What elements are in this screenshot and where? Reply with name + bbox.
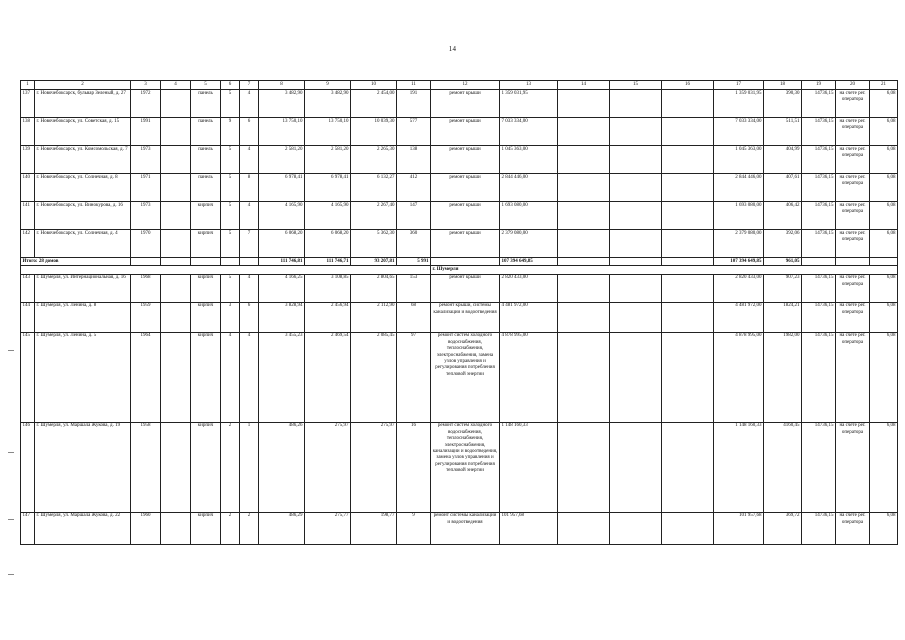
empty-cell	[131, 258, 161, 266]
row-number: 138	[21, 118, 35, 146]
cost-cell: 2 844 446,00	[500, 174, 558, 202]
empty-cell	[161, 202, 191, 230]
limit-cell: 14736,15	[802, 118, 836, 146]
column-number: 21	[870, 81, 898, 90]
area-living-cell: 2 581,20	[305, 146, 351, 174]
area-total-cell: 486,26	[259, 422, 305, 512]
account-cell: на счете рег. оператора	[836, 302, 870, 332]
empty-cell	[558, 422, 610, 512]
residents-cell: 97	[397, 332, 431, 422]
column-number: 15	[610, 81, 662, 90]
empty-cell	[161, 230, 191, 258]
empty-cell	[662, 332, 714, 422]
year-cell: 1958	[131, 422, 161, 512]
row-number: 146	[21, 422, 35, 512]
account-cell: на счете рег. оператора	[836, 146, 870, 174]
empty-cell	[610, 174, 662, 202]
column-number: 19	[802, 81, 836, 90]
empty-cell	[610, 202, 662, 230]
empty-cell	[161, 332, 191, 422]
unit-cost-cell: 4160,45	[764, 422, 802, 512]
empty-cell	[870, 258, 898, 266]
residents-cell: 9	[397, 512, 431, 544]
unit-cost-cell: 390,30	[764, 90, 802, 118]
material-cell: кирпич	[191, 332, 221, 422]
account-cell: на счете рег. оператора	[836, 118, 870, 146]
floors-cell: 5	[221, 274, 240, 302]
area-cell: 2 804,65	[351, 274, 397, 302]
material-cell: кирпич	[191, 274, 221, 302]
city-header-row	[21, 266, 898, 274]
table-row	[21, 302, 898, 332]
empty-cell	[558, 174, 610, 202]
floors-cell: 5	[221, 146, 240, 174]
column-number: 6	[221, 81, 240, 90]
empty-cell	[662, 230, 714, 258]
column-number: 18	[764, 81, 802, 90]
total-area-living: 111 746,71	[305, 258, 351, 266]
table-row	[21, 422, 898, 512]
entrances-cell: 6	[240, 302, 259, 332]
table-row	[21, 332, 898, 422]
total-row	[21, 258, 898, 266]
area-living-cell: 3 108,85	[305, 274, 351, 302]
row-number: 137	[21, 90, 35, 118]
area-living-cell: 2 456,94	[305, 302, 351, 332]
floors-cell: 2	[221, 422, 240, 512]
cost-cell: 1 693 080,00	[500, 202, 558, 230]
table-row	[21, 146, 898, 174]
row-number: 145	[21, 332, 35, 422]
unit-cost-cell: 1824,21	[764, 302, 802, 332]
entrances-cell: 4	[240, 202, 259, 230]
empty-cell	[558, 118, 610, 146]
material-cell: кирпич	[191, 422, 221, 512]
empty-cell	[610, 146, 662, 174]
empty-cell	[558, 512, 610, 544]
year-cell: 1972	[131, 90, 161, 118]
empty-cell	[558, 146, 610, 174]
column-number: 3	[131, 81, 161, 90]
empty-cell	[610, 90, 662, 118]
address-cell: г. Шумерля, ул. Маршала Жукова, д. 22	[35, 512, 131, 544]
account-cell: на счете рег. оператора	[836, 230, 870, 258]
empty-cell	[21, 266, 431, 274]
area-living-cell: 4 165,90	[305, 202, 351, 230]
empty-cell	[662, 202, 714, 230]
empty-cell	[610, 258, 662, 266]
cost-total-cell: 7 033 334,00	[714, 118, 764, 146]
area-cell: 275,97	[351, 422, 397, 512]
material-cell: кирпич	[191, 230, 221, 258]
empty-cell	[610, 274, 662, 302]
empty-cell	[161, 512, 191, 544]
table-row	[21, 512, 898, 544]
empty-cell	[161, 258, 191, 266]
address-cell: г. Новочебоксарск, ул. Комсомольская, д. 7	[35, 146, 131, 174]
address-cell: г. Шумерля, ул. Маршала Жукова, д. 19	[35, 422, 131, 512]
column-number: 17	[714, 81, 764, 90]
residents-cell: 577	[397, 118, 431, 146]
row-number: 144	[21, 302, 35, 332]
empty-cell	[161, 90, 191, 118]
repair-program-table	[20, 80, 898, 545]
column-number: 11	[397, 81, 431, 90]
entrances-cell: 8	[240, 174, 259, 202]
area-total-cell: 486,29	[259, 512, 305, 544]
cost-total-cell: 101 957,68	[714, 512, 764, 544]
year-cell: 1968	[131, 274, 161, 302]
table-row	[21, 90, 898, 118]
area-cell: 5 362,30	[351, 230, 397, 258]
column-number-row	[21, 81, 898, 90]
empty-cell	[558, 202, 610, 230]
area-living-cell: 13 750,10	[305, 118, 351, 146]
total-area-total: 111 746,81	[259, 258, 305, 266]
scan-mark	[8, 451, 14, 453]
address-cell: г. Новочебоксарск, ул. Винокурова, д. 16	[35, 202, 131, 230]
residents-cell: 138	[397, 146, 431, 174]
cost-total-cell: 1 148 160,33	[714, 422, 764, 512]
empty-cell	[662, 258, 714, 266]
empty-cell	[610, 332, 662, 422]
empty-cell	[558, 302, 610, 332]
account-cell: на счете рег. оператора	[836, 202, 870, 230]
empty-cell	[610, 230, 662, 258]
cost-total-cell: 1 359 031,95	[714, 90, 764, 118]
empty-cell	[161, 118, 191, 146]
floors-cell: 5	[221, 90, 240, 118]
address-cell: г. Новочебоксарск, бульвар Зеленый, д. 27	[35, 90, 131, 118]
empty-cell	[662, 274, 714, 302]
entrances-cell: 1	[240, 422, 259, 512]
scan-mark	[8, 573, 14, 575]
cost-cell: 2 820 433,00	[500, 274, 558, 302]
residents-cell: 147	[397, 202, 431, 230]
area-total-cell: 2 581,20	[259, 146, 305, 174]
cost-cell: 4 481 972,00	[500, 302, 558, 332]
area-total-cell: 3 828,94	[259, 302, 305, 332]
unit-cost-cell: 392,06	[764, 230, 802, 258]
account-cell: на счете рег. оператора	[836, 422, 870, 512]
column-number: 20	[836, 81, 870, 90]
unit-cost-cell: 407,61	[764, 174, 802, 202]
material-cell: кирпич	[191, 202, 221, 230]
floors-cell: 5	[221, 174, 240, 202]
material-cell: панель	[191, 146, 221, 174]
limit-cell: 14736,15	[802, 146, 836, 174]
empty-cell	[662, 146, 714, 174]
cost-cell: 4 878 995,00	[500, 332, 558, 422]
works-cell: ремонт систем холодного водоснабжения, теплоснабжения, электроснабжения, замена узлов управления и регулирования потребления тепловой энергии	[431, 332, 500, 422]
total-unit-cost: 961,05	[764, 258, 802, 266]
row-number: 141	[21, 202, 35, 230]
empty-cell	[802, 258, 836, 266]
page-number: 14	[448, 45, 457, 53]
city-header: г. Шумерля	[431, 266, 898, 274]
area-living-cell: 3 482,90	[305, 90, 351, 118]
column-number: 12	[431, 81, 500, 90]
works-cell: ремонт крыши	[431, 230, 500, 258]
unit-cost-cell: 406,42	[764, 202, 802, 230]
table-row	[21, 274, 898, 302]
entrances-cell: 4	[240, 146, 259, 174]
area-cell: 198,77	[351, 512, 397, 544]
empty-cell	[662, 302, 714, 332]
area-cell: 2 112,90	[351, 302, 397, 332]
cost-cell: 2 379 080,00	[500, 230, 558, 258]
address-cell: г. Новочебоксарск, ул. Советская, д. 15	[35, 118, 131, 146]
table-body	[21, 81, 898, 545]
area-cell: 2 267,40	[351, 202, 397, 230]
empty-cell	[161, 422, 191, 512]
year-cell: 1964	[131, 332, 161, 422]
floors-cell: 2	[221, 512, 240, 544]
residents-cell: 191	[397, 90, 431, 118]
area-living-cell: 275,97	[305, 422, 351, 512]
cost-total-cell: 4 481 972,00	[714, 302, 764, 332]
empty-cell	[558, 332, 610, 422]
material-cell: панель	[191, 90, 221, 118]
empty-cell	[161, 302, 191, 332]
limit-cell: 14736,15	[802, 202, 836, 230]
address-cell: г. Новочебоксарск, ул. Солнечная, д. 4	[35, 230, 131, 258]
cost-total-cell: 2 820 433,00	[714, 274, 764, 302]
cost-cell: 7 033 334,00	[500, 118, 558, 146]
entrances-cell: 4	[240, 332, 259, 422]
works-cell: ремонт крыши	[431, 174, 500, 202]
area-cell: 2 265,30	[351, 146, 397, 174]
works-cell: ремонт систем холодного водоснабжения, теплоснабжения, электроснабжения, канализации и водоотведения, замена узлов управления и регулирования потребления тепловой энергии	[431, 422, 500, 512]
area-total-cell: 4 166,25	[259, 274, 305, 302]
total-cost: 107 394 649,85	[500, 258, 558, 266]
empty-cell	[240, 258, 259, 266]
residents-cell: 16	[397, 422, 431, 512]
material-cell: панель	[191, 174, 221, 202]
row-number: 142	[21, 230, 35, 258]
account-cell: на счете рег. оператора	[836, 90, 870, 118]
residents-cell: 153	[397, 274, 431, 302]
column-number: 14	[558, 81, 610, 90]
row-number: 143	[21, 274, 35, 302]
empty-cell	[221, 258, 240, 266]
works-cell: ремонт системы канализации и водоотведения	[431, 512, 500, 544]
year-cell: 1973	[131, 202, 161, 230]
floors-cell: 5	[221, 230, 240, 258]
entrances-cell: 2	[240, 512, 259, 544]
limit-cell: 14736,15	[802, 302, 836, 332]
account-cell: на счете рег. оператора	[836, 332, 870, 422]
area-total-cell: 3 455,23	[259, 332, 305, 422]
cost-total-cell: 4 878 995,00	[714, 332, 764, 422]
empty-cell	[610, 422, 662, 512]
area-cell: 2 085,45	[351, 332, 397, 422]
address-cell: г. Шумерля, ул. Интернациональная, д. 16	[35, 274, 131, 302]
empty-cell	[161, 274, 191, 302]
empty-cell	[161, 174, 191, 202]
total-residents: 5 991	[397, 258, 431, 266]
column-number: 8	[259, 81, 305, 90]
material-cell: панель	[191, 118, 221, 146]
column-number: 4	[161, 81, 191, 90]
cost-total-cell: 1 693 080,00	[714, 202, 764, 230]
entrances-cell: 7	[240, 230, 259, 258]
year-cell: 1959	[131, 302, 161, 332]
rate-cell: 6,08	[870, 274, 898, 302]
year-cell: 1960	[131, 512, 161, 544]
area-cell: 6 132,27	[351, 174, 397, 202]
floors-cell: 5	[221, 202, 240, 230]
row-number: 147	[21, 512, 35, 544]
cost-total-cell: 2 844 446,00	[714, 174, 764, 202]
column-number: 7	[240, 81, 259, 90]
material-cell: кирпич	[191, 302, 221, 332]
column-number: 1	[21, 81, 35, 90]
area-cell: 2 454,00	[351, 90, 397, 118]
year-cell: 1971	[131, 174, 161, 202]
table-row	[21, 174, 898, 202]
limit-cell: 14736,15	[802, 174, 836, 202]
empty-cell	[662, 174, 714, 202]
row-number: 139	[21, 146, 35, 174]
unit-cost-cell: 1982,00	[764, 332, 802, 422]
scan-mark	[8, 349, 14, 351]
limit-cell: 14736,15	[802, 230, 836, 258]
account-cell: на счете рег. оператора	[836, 512, 870, 544]
total-area-c10: 93 207,81	[351, 258, 397, 266]
account-cell: на счете рег. оператора	[836, 174, 870, 202]
table-row	[21, 230, 898, 258]
rate-cell: 6,08	[870, 174, 898, 202]
works-cell: ремонт крыши	[431, 202, 500, 230]
column-number: 16	[662, 81, 714, 90]
rate-cell: 6,08	[870, 302, 898, 332]
cost-total-cell: 1 045 363,00	[714, 146, 764, 174]
entrances-cell: 6	[240, 118, 259, 146]
empty-cell	[558, 230, 610, 258]
cost-cell: 1 045 363,00	[500, 146, 558, 174]
year-cell: 1991	[131, 118, 161, 146]
address-cell: г. Шумерля, ул. Ленина, д. 8	[35, 302, 131, 332]
column-number: 2	[35, 81, 131, 90]
area-total-cell: 6 978,41	[259, 174, 305, 202]
account-cell: на счете рег. оператора	[836, 274, 870, 302]
area-total-cell: 3 482,90	[259, 90, 305, 118]
works-cell: ремонт крыши, системы канализации и водоотведения	[431, 302, 500, 332]
empty-cell	[191, 258, 221, 266]
residents-cell: 360	[397, 230, 431, 258]
table-row	[21, 118, 898, 146]
area-total-cell: 6 068,20	[259, 230, 305, 258]
empty-cell	[610, 302, 662, 332]
empty-cell	[610, 118, 662, 146]
cost-cell: 1 359 031,95	[500, 90, 558, 118]
area-living-cell: 6 978,41	[305, 174, 351, 202]
area-living-cell: 2 469,54	[305, 332, 351, 422]
limit-cell: 14736,15	[802, 274, 836, 302]
limit-cell: 14736,15	[802, 90, 836, 118]
empty-cell	[662, 90, 714, 118]
total-cost2: 107 394 649,85	[714, 258, 764, 266]
year-cell: 1973	[131, 146, 161, 174]
empty-cell	[610, 512, 662, 544]
unit-cost-cell: 907,23	[764, 274, 802, 302]
area-living-cell: 275,77	[305, 512, 351, 544]
unit-cost-cell: 369,72	[764, 512, 802, 544]
works-cell: ремонт крыши	[431, 274, 500, 302]
works-cell: ремонт крыши	[431, 146, 500, 174]
rate-cell: 6,08	[870, 332, 898, 422]
year-cell: 1970	[131, 230, 161, 258]
table-row	[21, 202, 898, 230]
rate-cell: 6,08	[870, 202, 898, 230]
rate-cell: 6,08	[870, 230, 898, 258]
rate-cell: 6,08	[870, 118, 898, 146]
row-number: 140	[21, 174, 35, 202]
column-number: 9	[305, 81, 351, 90]
column-number: 10	[351, 81, 397, 90]
entrances-cell: 4	[240, 90, 259, 118]
empty-cell	[662, 422, 714, 512]
limit-cell: 14736,15	[802, 332, 836, 422]
material-cell: кирпич	[191, 512, 221, 544]
empty-cell	[161, 146, 191, 174]
works-cell: ремонт крыши	[431, 118, 500, 146]
column-number: 13	[500, 81, 558, 90]
empty-cell	[558, 274, 610, 302]
empty-cell	[431, 258, 500, 266]
area-cell: 10 039,30	[351, 118, 397, 146]
limit-cell: 14736,15	[802, 422, 836, 512]
residents-cell: 412	[397, 174, 431, 202]
rate-cell: 6,08	[870, 422, 898, 512]
unit-cost-cell: 404,99	[764, 146, 802, 174]
rate-cell: 6,08	[870, 512, 898, 544]
address-cell: г. Новочебоксарск, ул. Солнечная, д. 8	[35, 174, 131, 202]
cost-total-cell: 2 379 080,00	[714, 230, 764, 258]
area-total-cell: 4 165,90	[259, 202, 305, 230]
area-living-cell: 6 068,20	[305, 230, 351, 258]
entrances-cell: 4	[240, 274, 259, 302]
works-cell: ремонт крыши	[431, 90, 500, 118]
empty-cell	[558, 258, 610, 266]
floors-cell: 4	[221, 332, 240, 422]
floors-cell: 9	[221, 118, 240, 146]
residents-cell: 68	[397, 302, 431, 332]
empty-cell	[558, 90, 610, 118]
limit-cell: 14736,15	[802, 512, 836, 544]
area-total-cell: 13 750,10	[259, 118, 305, 146]
scan-mark	[8, 518, 14, 520]
empty-cell	[662, 118, 714, 146]
column-number: 5	[191, 81, 221, 90]
cost-cell: 101 957,68	[500, 512, 558, 544]
cost-cell: 1 148 160,33	[500, 422, 558, 512]
total-label: Итого: 28 домов	[21, 258, 131, 266]
address-cell: г. Шумерля, ул. Ленина, д. 5	[35, 332, 131, 422]
unit-cost-cell: 511,51	[764, 118, 802, 146]
floors-cell: 3	[221, 302, 240, 332]
rate-cell: 6,08	[870, 146, 898, 174]
rate-cell: 6,08	[870, 90, 898, 118]
empty-cell	[662, 512, 714, 544]
empty-cell	[836, 258, 870, 266]
